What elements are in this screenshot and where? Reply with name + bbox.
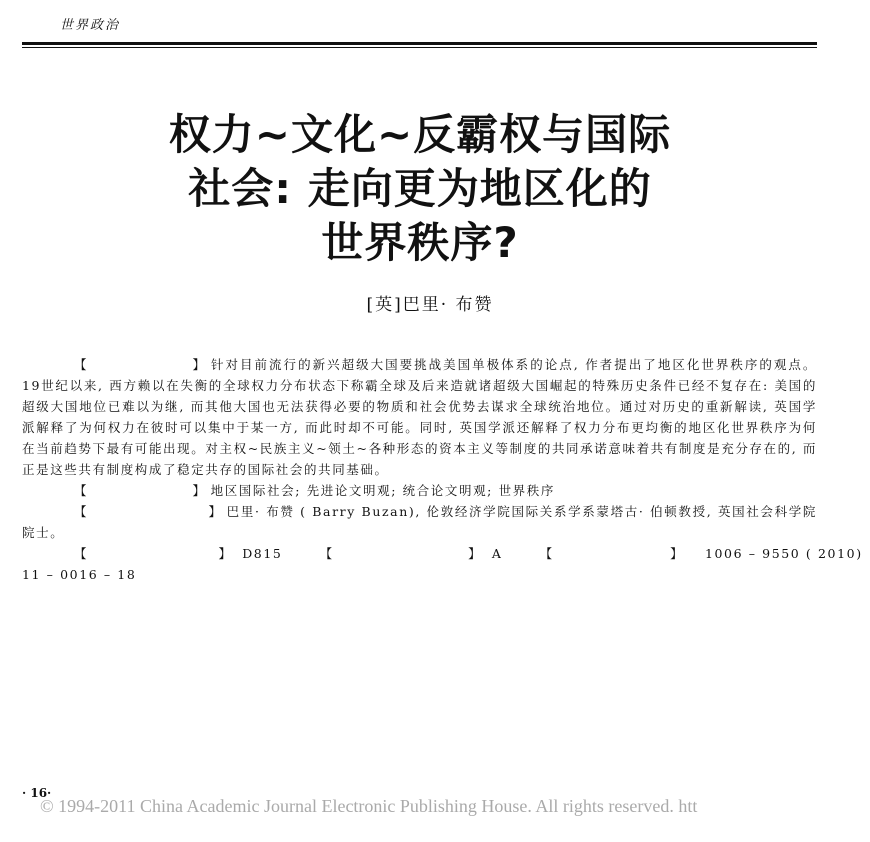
article-front-matter — [22, 354, 863, 585]
copyright-notice: © 1994-2011 China Academic Journal Electronic Publishing House. All rights reserved. htt — [40, 796, 698, 816]
abstract-label-close: 】 — [192, 357, 206, 372]
doc-code-label-close: 】 — [468, 546, 481, 561]
title-line-2: 社会: 走向更为地区化的 — [188, 164, 652, 213]
author-byline: [英]巴里· 布赞 — [366, 295, 494, 315]
keywords-label-close: 】 — [192, 483, 206, 498]
author-bio-text: 巴里· 布赞 ( Barry Buzan), 伦敦经济学院国际关系学系蒙塔古· 伯顿教授, 英国社会科学院院士。 — [22, 504, 817, 540]
abstract-text: 针对目前流行的新兴超级大国要挑战美国单极体系的论点, 作者提出了地区化世界秩序的观点。19世纪以来, 西方赖以在失衡的全球权力分布状态下称霸全球及后来造就诸超级大国崛起的特殊历史条件已经不复存在: 美国的超级大国地位已难以为继, 而其他大国也无法获得必要的物质和社会优势去谋求全球统治地位。通过对历史的重新解读, 英国学派解释了为何权力在彼时可以集中于某一方, 而此时却不可能。同时, 英国学派还解释了权力分布更均衡的地区化世界秩序为何在当前趋势下最有可能出现。对主权~民族主义~领土~各种形态的资本主义等制度的共同承诺意味着共有制度是充分存在的, 而正是这些共有制度构成了稳定共存的国际社会的共同基础。 — [22, 357, 817, 477]
article-id: 1006 – 9550 ( 2010) — [704, 546, 863, 561]
bio-label-open: 【 — [74, 504, 87, 519]
article-title — [40, 108, 800, 270]
article-id-label-open: 【 — [539, 546, 553, 561]
doc-code-label-open: 【 — [319, 546, 333, 561]
keywords-text: 地区国际社会; 先进论文明观; 统合论文明观; 世界秩序 — [210, 483, 555, 498]
title-line-3: 世界秩序? — [321, 218, 519, 267]
doc-code: A — [491, 546, 503, 561]
clc-label-close: 】 — [218, 546, 232, 561]
clc-label-open: 【 — [74, 546, 87, 561]
page-number: · 16· — [22, 786, 52, 800]
classification-line — [22, 543, 863, 564]
author-bio-paragraph — [22, 501, 817, 543]
title-line-1: 权力~文化~反霸权与国际 — [168, 110, 672, 159]
header-rule-thick — [22, 42, 817, 45]
article-id-label-close: 】 — [670, 546, 683, 561]
keywords-label-open: 【 — [74, 483, 87, 498]
running-head: 世界政治 — [60, 18, 121, 33]
header-rule-thin — [22, 47, 817, 48]
abstract-paragraph — [22, 354, 817, 480]
clc-number: D815 — [242, 546, 283, 561]
bio-label-close: 】 — [208, 504, 222, 519]
article-id-continued: 11 – 0016 – 18 — [22, 567, 137, 582]
keywords-paragraph — [22, 480, 817, 501]
abstract-label-open: 【 — [74, 357, 87, 372]
